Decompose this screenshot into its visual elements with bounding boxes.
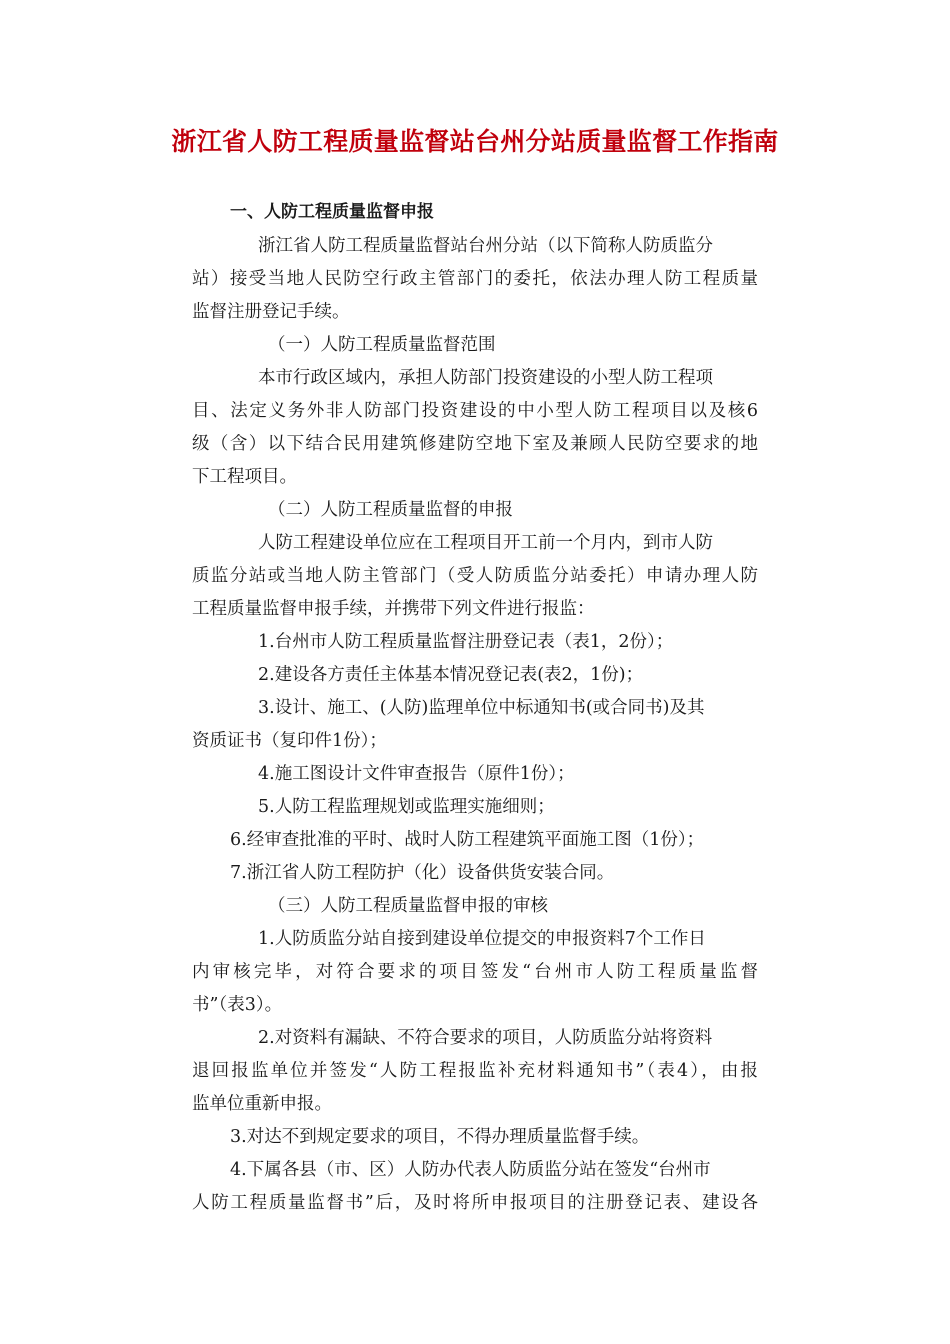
list-item: 7.浙江省人防工程防护（化）设备供货安装合同。 <box>230 863 615 883</box>
paragraph-line: 本市行政区域内，承担人防部门投资建设的小型人防工程项 <box>258 368 713 388</box>
paragraph-line: 2.对资料有漏缺、不符合要求的项目，人防质监分站将资料 <box>258 1028 713 1048</box>
list-item: 5.人防工程监理规划或监理实施细则； <box>258 797 555 817</box>
paragraph-line: 1.人防质监分站自接到建设单位提交的申报资料7个工作日 <box>258 929 706 949</box>
list-item: 6.经审查批准的平时、战时人防工程建筑平面施工图（1份）； <box>230 830 705 850</box>
paragraph-line: 监单位重新申报。 <box>192 1094 332 1114</box>
paragraph-line: 目、法定义务外非人防部门投资建设的中小型人防工程项目以及核6 <box>192 401 758 421</box>
paragraph-line: 质监分站或当地人防主管部门（受人防质监分站委托）申请办理人防 <box>192 566 758 586</box>
list-item: 3.设计、施工、(人防)监理单位中标通知书(或合同书)及其 <box>258 698 705 718</box>
list-item: 1.台州市人防工程质量监督注册登记表（表1，2份）； <box>258 632 674 652</box>
paragraph-line: 3.对达不到规定要求的项目，不得办理质量监督手续。 <box>230 1127 650 1147</box>
subsection-heading: （二）人防工程质量监督的申报 <box>268 500 513 520</box>
paragraph-line: 人防工程建设单位应在工程项目开工前一个月内，到市人防 <box>258 533 713 553</box>
subsection-heading: （三）人防工程质量监督申报的审核 <box>268 896 548 916</box>
paragraph-line: 4.下属各县（市、区）人防办代表人防质监分站在签发“台州市 <box>230 1160 711 1180</box>
list-item: 2.建设各方责任主体基本情况登记表(表2，1份)； <box>258 665 644 685</box>
paragraph-line: 人防工程质量监督书”后，及时将所申报项目的注册登记表、建设各 <box>192 1193 758 1213</box>
paragraph-line: 站）接受当地人民防空行政主管部门的委托，依法办理人防工程质量 <box>192 269 758 289</box>
subsection-heading: （一）人防工程质量监督范围 <box>268 335 496 355</box>
paragraph-line: 浙江省人防工程质量监督站台州分站（以下简称人防质监分 <box>258 236 713 256</box>
paragraph-line: 监督注册登记手续。 <box>192 302 350 322</box>
paragraph-line: 级（含）以下结合民用建筑修建防空地下室及兼顾人民防空要求的地 <box>192 434 758 454</box>
paragraph-line: 退回报监单位并签发“人防工程报监补充材料通知书”（表4），由报 <box>192 1061 758 1081</box>
document-title: 浙江省人防工程质量监督站台州分站质量监督工作指南 <box>171 127 779 156</box>
list-item: 资质证书（复印件1份）； <box>192 731 387 751</box>
section-heading: 一、人防工程质量监督申报 <box>230 202 434 222</box>
paragraph-line: 工程质量监督申报手续，并携带下列文件进行报监： <box>192 599 595 619</box>
paragraph-line: 内审核完毕，对符合要求的项目签发“台州市人防工程质量监督 <box>192 962 758 982</box>
list-item: 4.施工图设计文件审查报告（原件1份）； <box>258 764 575 784</box>
paragraph-line: 下工程项目。 <box>192 467 297 487</box>
paragraph-line: 书”（表3）。 <box>192 995 283 1015</box>
